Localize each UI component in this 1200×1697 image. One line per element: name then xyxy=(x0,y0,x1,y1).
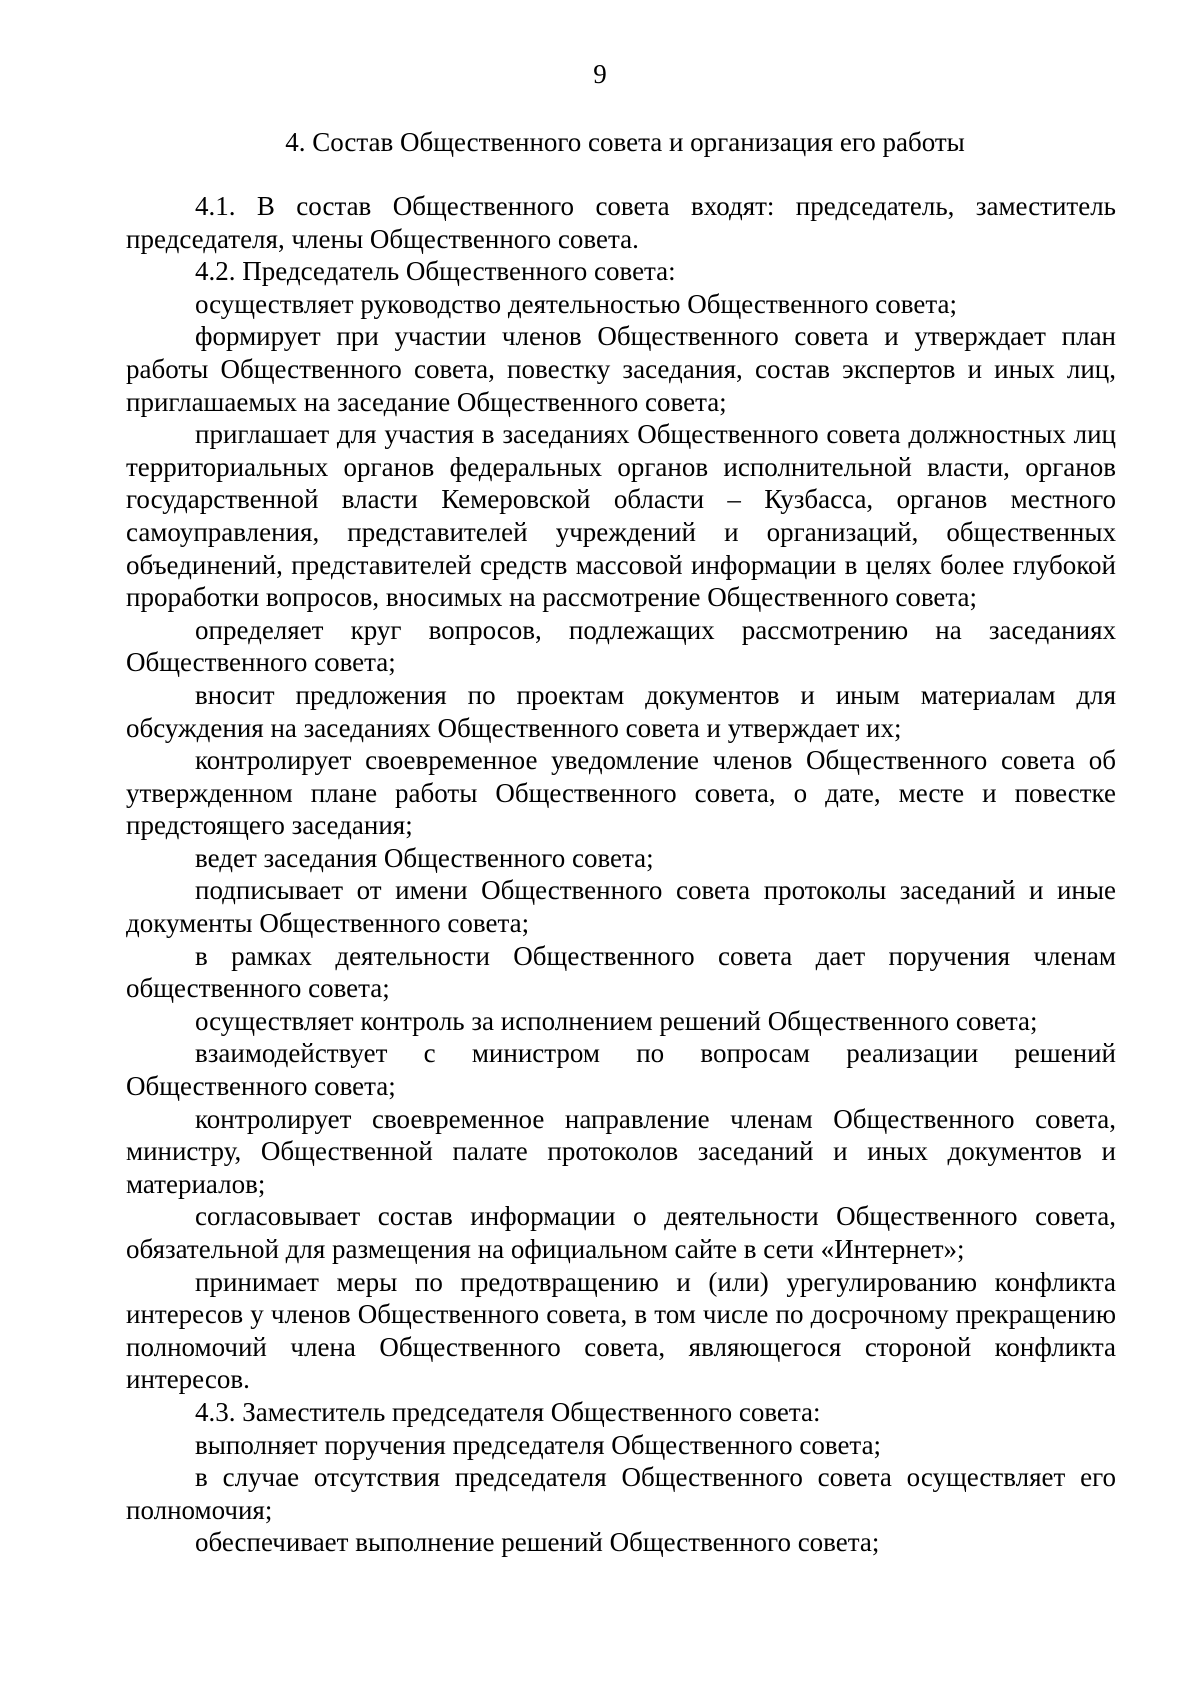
paragraph: выполняет поручения председателя Общественного совета; xyxy=(195,1429,882,1460)
paragraph: вносит предложения по проектам документов и иным материалам для обсуждения на заседаниях Общественного совета и утверждает их; xyxy=(126,679,1116,743)
paragraph: контролирует своевременное направление членам Общественного совета, министру, Общественной палате протоколов заседаний и иных документов и материалов; xyxy=(126,1103,1116,1199)
paragraph: 4.2. Председатель Общественного совета: xyxy=(195,256,676,287)
page-number: 9 xyxy=(593,59,607,89)
paragraph: в случае отсутствия председателя Общественного совета осуществляет его полномочия; xyxy=(126,1462,1116,1525)
paragraph: согласовывает состав информации о деятельности Общественного совета, обязательной для размещения на официальном сайте в сети «Интернет»; xyxy=(126,1201,1116,1264)
paragraph: контролирует своевременное уведомление членов Общественного совета об утвержденном плане работы Общественного совета, о дате, месте и повестке предстоящего заседания; xyxy=(126,745,1116,841)
paragraph: определяет круг вопросов, подлежащих рассмотрению на заседаниях Общественного совета; xyxy=(126,614,1116,678)
paragraph: приглашает для участия в заседаниях Общественного совета должностных лиц территориальных органов федеральных органов исполнительной власти, органов государственной власти Кемеровской области – Кузбасса, органов местного самоуправления, представителей учреждений и организаций, общественных объединений, представителей средств массовой информации в целях более глубокой проработки вопросов, вносимых на рассмотрение Общественного совета; xyxy=(126,419,1116,613)
paragraph: ведет заседания Общественного совета; xyxy=(195,842,654,873)
paragraph: в рамках деятельности Общественного совета дает поручения членам общественного совета; xyxy=(126,940,1116,1004)
paragraph: взаимодействует с министром по вопросам реализации решений Общественного совета; xyxy=(126,1038,1116,1102)
paragraph: обеспечивает выполнение решений Общественного совета; xyxy=(195,1527,880,1558)
paragraph: принимает меры по предотвращению и (или) урегулированию конфликта интересов у членов Общественного совета, в том числе по досрочному прекращению полномочий члена Общественного совета, являющегося стороной конфликта интересов. xyxy=(126,1266,1116,1395)
paragraph: подписывает от имени Общественного совета протоколы заседаний и иные документы Общественного совета; xyxy=(126,875,1116,939)
paragraph: формирует при участии членов Общественного совета и утверждает план работы Общественного совета, повестку заседания, состав экспертов и иных лиц, приглашаемых на заседание Общественного совета; xyxy=(126,321,1116,417)
paragraph: осуществляет контроль за исполнением решений Общественного совета; xyxy=(195,1005,1038,1036)
paragraph: 4.1. В состав Общественного совета входят: председатель, заместитель председателя, члены Общественного совета. xyxy=(126,191,1116,254)
document-body xyxy=(126,190,1116,1559)
section-title: 4. Состав Общественного совета и организация его работы xyxy=(285,127,965,157)
paragraph: осуществляет руководство деятельностью Общественного совета; xyxy=(195,288,957,319)
paragraph: 4.3. Заместитель председателя Общественного совета: xyxy=(195,1396,821,1427)
